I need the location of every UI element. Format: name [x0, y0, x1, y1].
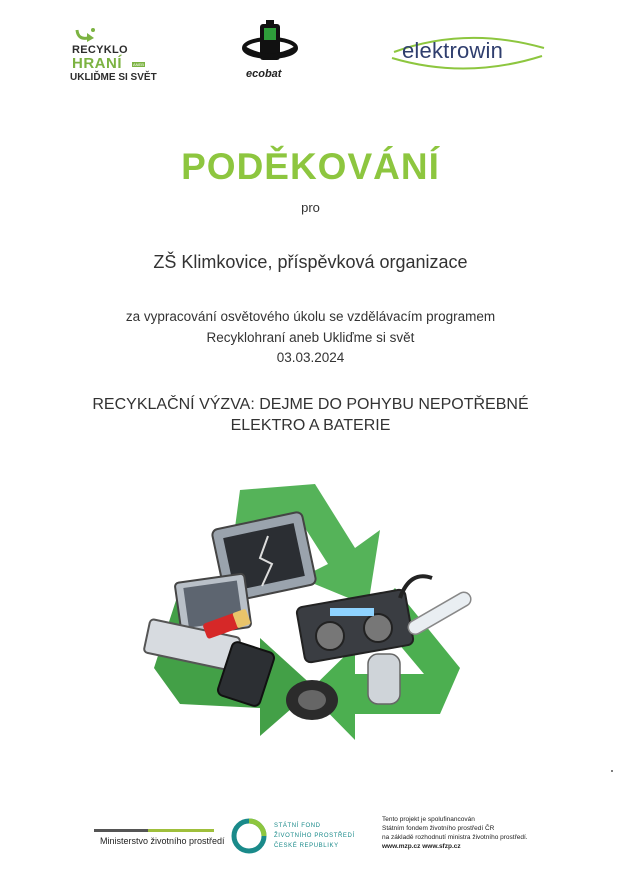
funding-note-line1: Tento projekt je spolufinancován [382, 816, 475, 823]
recyklohrani-logo [66, 24, 166, 86]
funding-note [382, 815, 572, 851]
sfzp-logo-line1: STÁTNÍ FOND [274, 823, 321, 829]
sfzp-circle-icon [230, 817, 268, 855]
certificate-title: PODĚKOVÁNÍ [181, 146, 440, 187]
challenge-title-line2: ELEKTRO A BATERIE [230, 417, 391, 434]
ministry-logo [94, 823, 224, 853]
battery-icon [240, 18, 300, 68]
ministry-logo-text: Ministerstvo životního prostředí [100, 836, 225, 846]
certificate-pro: pro [301, 200, 320, 215]
ecobat-logo [240, 18, 300, 84]
ecobat-logo-text: ecobat [246, 68, 282, 80]
certificate-recipient: ZŠ Klimkovice, příspěvková organizace [153, 252, 468, 272]
funding-note-line3: na základě rozhodnutí ministra životního prostředí. [382, 834, 528, 841]
recyklohrani-logo-line2: HRANÍ [72, 55, 122, 72]
elektrowin-logo [386, 28, 550, 76]
recyklohrani-logo-line1: RECYKLO [72, 44, 128, 56]
certificate-description-line2: Recyklohraní aneb Ukliďme si svět [206, 330, 415, 345]
sfzp-logo-line3: ČESKÉ REPUBLIKY [274, 843, 339, 849]
challenge-title-line1: RECYKLAČNÍ VÝZVA: DEJME DO POHYBU NEPOTŘEBNÉ [92, 396, 529, 413]
sfzp-logo [230, 817, 370, 857]
stray-dot [611, 770, 613, 772]
sfzp-logo-line2: ŽIVOTNÍHO PROSTŘEDÍ [274, 833, 355, 839]
ministry-logo-bar [94, 829, 214, 832]
recyklohrani-logo-aneb: ANEB [133, 62, 144, 67]
recycle-arrow-icon [74, 26, 100, 44]
funding-note-links: www.mzp.cz www.sfzp.cz [382, 843, 461, 850]
elektrowin-logo-text: elektrowin [402, 38, 504, 63]
certificate-description-line1: za vypracování osvětového úkolu se vzdělávacím programem [125, 309, 496, 324]
recycling-e-waste-illustration [140, 478, 480, 770]
recyklohrani-logo-line3: UKLIĎME SI SVĚT [70, 72, 157, 83]
certificate-date: 03.03.2024 [276, 350, 345, 365]
funding-note-line2: Státním fondem životního prostředí ČR [382, 825, 495, 832]
